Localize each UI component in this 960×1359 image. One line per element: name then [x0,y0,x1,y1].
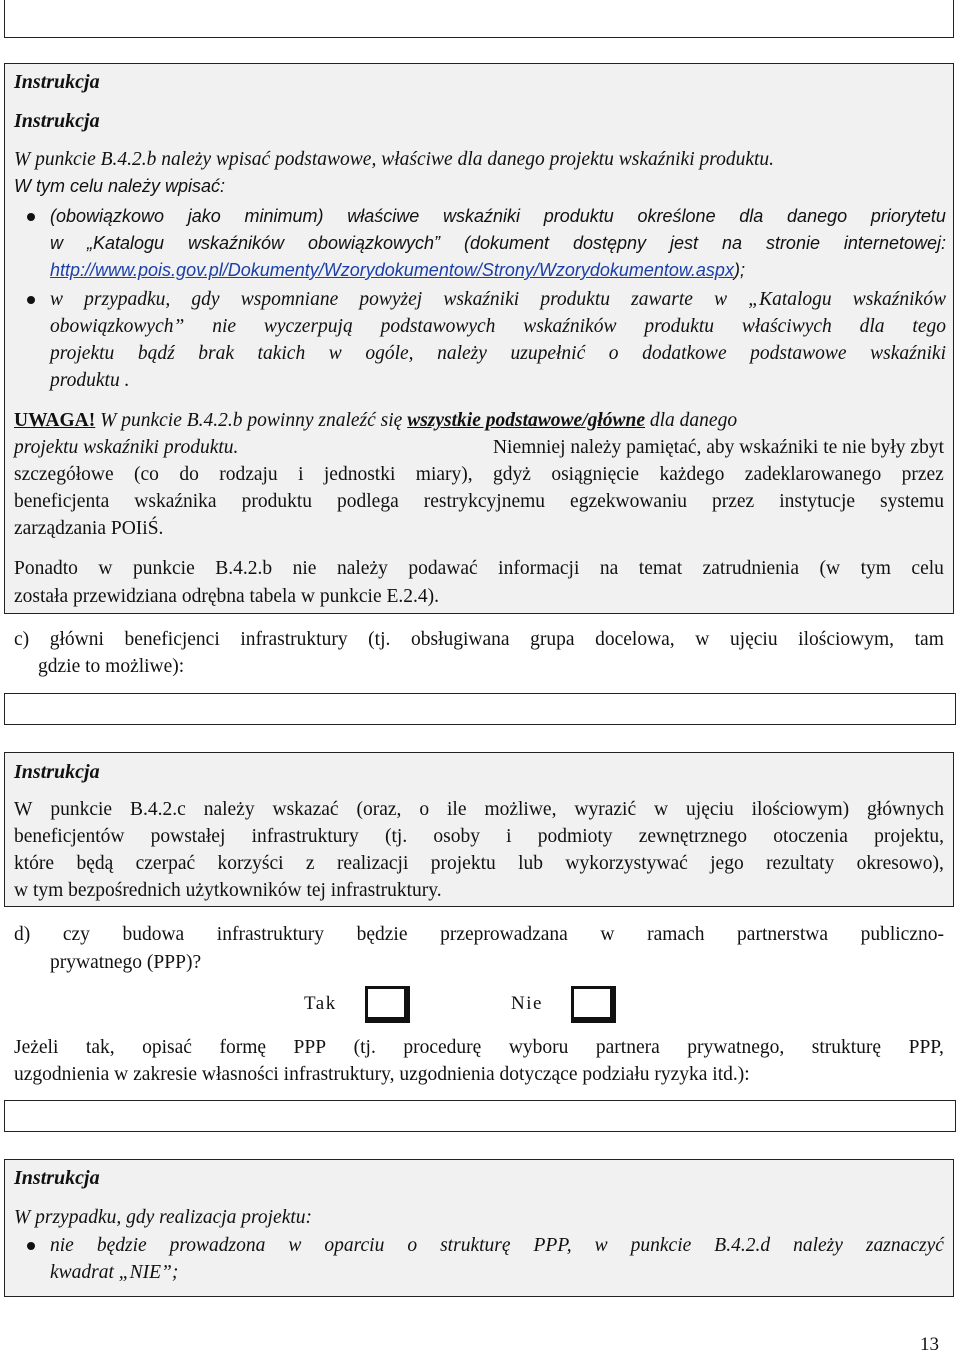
instruction-heading: Instrukcja [14,1167,100,1189]
tak-checkbox[interactable] [365,986,410,1023]
bullet-text: w przypadku, gdy wspomniane powyżej wskaźniki produktu zawarte w „Katalogu wskaźników [50,289,946,310]
instruction-paragraph: W punkcie B.4.2.b należy wpisać podstawowe, właściwe dla danego projektu wskaźniki produktu. [14,149,775,170]
nie-checkbox[interactable] [571,986,616,1023]
uwaga-note: beneficjenta wskaźnika produktu podlega restrykcyjnemu egzekwowaniu przez instytucje systemu [14,491,944,512]
bullet [27,296,35,304]
instruction-paragraph: W tym celu należy wpisać: [14,176,226,196]
tak-label: Tak [304,993,337,1014]
question-d: prywatnego (PPP)? [50,952,202,973]
bullet-text: obowiązkowych” nie wyczerpują podstawowych wskaźników produktu właściwych dla tego [50,316,946,337]
instruction-heading: Instrukcja [14,761,100,783]
instruction-paragraph: w tym bezpośrednich użytkowników tej infrastruktury. [14,880,442,901]
bullet [27,1242,35,1250]
question-c: c) główni beneficjenci infrastruktury (tj. obsługiwana grupa docelowa, w ujęciu ilościowym, tam [14,629,944,650]
bullet-text: nie będzie prowadzona w oparciu o strukturę PPP, w punkcie B.4.2.d należy zaznaczyć [50,1235,944,1256]
uwaga-note: projektu wskaźniki produktu. Niemniej należy pamiętać, aby wskaźniki te nie były zbyt [14,437,944,458]
uwaga-note: zarządzania POIiŚ. [14,518,164,539]
instruction-paragraph: które będą czerpać korzyści z realizacji projektu lub wykorzystywać jego rezultaty okresowo), [14,853,944,874]
ponadto-note: została przewidziana odrębna tabela w punkcie E.2.4). [14,586,440,607]
bullet-text: http://www.pois.gov.pl/Dokumenty/Wzorydokumentow/Strony/Wzorydokumentow.aspx); [50,260,745,280]
uwaga-note: szczegółowe (co do rodzaju i jednostki miary), gdyż osiągnięcie każdego zadeklarowanego przez [14,464,944,485]
bullet-text: projektu bądź brak takich w ogóle, należy uzupełnić o dodatkowe podstawowe wskaźniki [50,343,946,364]
bullet-text: produktu . [50,370,130,391]
bullet [27,213,35,221]
bullet-text: (obowiązkowo jako minimum) właściwe wskaźniki produktu określone dla danego priorytetu [50,206,946,226]
uwaga-note: UWAGA! W punkcie B.4.2.b powinny znaleźć się wszystkie podstawowe/główne dla danego [14,410,738,431]
uwaga-label: UWAGA! [14,410,96,431]
question-c: gdzie to możliwe): [38,656,185,677]
ppp-description-prompt: Jeżeli tak, opisać formę PPP (tj. procedurę wyboru partnera prywatnego, strukturę PPP, [14,1037,944,1058]
page-number: 13 [920,1334,939,1355]
instruction-paragraph: W punkcie B.4.2.c należy wskazać (oraz, o ile możliwe, wyrazić w ujęciu ilościowym) głównych [14,799,944,820]
katalog-link[interactable]: http://www.pois.gov.pl/Dokumenty/Wzorydokumentow/Strony/Wzorydokumentow.aspx [50,260,734,280]
instruction-heading-repeat: Instrukcja [14,110,100,132]
ppp-description-prompt: uzgodnienia w zakresie własności infrastruktury, uzgodnienia dotyczące podziału ryzyka itd.): [14,1064,750,1085]
answer-field-d[interactable] [4,1100,956,1132]
instruction-paragraph: W przypadku, gdy realizacja projektu: [14,1207,313,1228]
question-d: d) czy budowa infrastruktury będzie przeprowadzana w ramach partnerstwa publiczno- [14,924,944,945]
instruction-paragraph: beneficjentów powstałej infrastruktury (tj. osoby i podmioty zewnętrznego otoczenia projektu, [14,826,944,847]
instruction-heading: Instrukcja [14,71,100,93]
bullet-text: w „Katalogu wskaźników obowiązkowych” (dokument dostępny jest na stronie internetowej: [50,233,946,253]
top-answer-field[interactable] [4,0,954,38]
bullet-text: kwadrat „NIE”; [50,1262,179,1283]
answer-field-c[interactable] [4,693,956,725]
nie-label: Nie [511,993,543,1014]
ponadto-note: Ponadto w punkcie B.4.2.b nie należy podawać informacji na temat zatrudnienia (w tym celu [14,558,944,579]
